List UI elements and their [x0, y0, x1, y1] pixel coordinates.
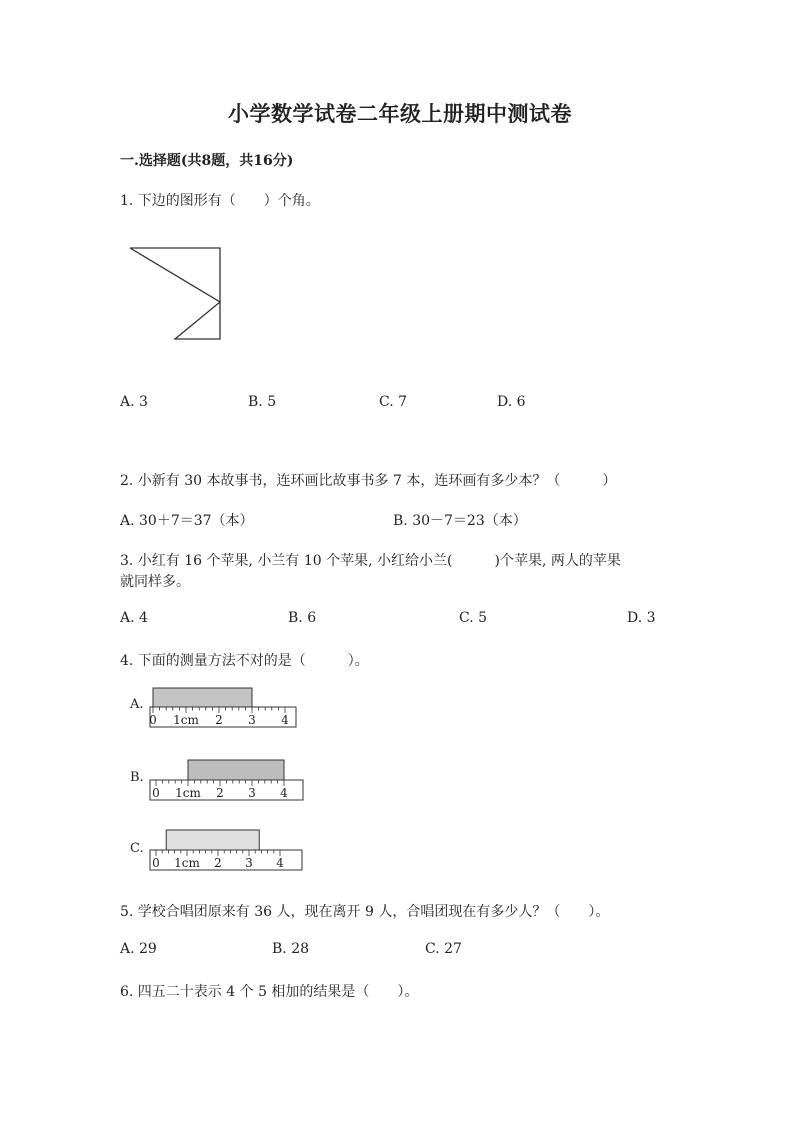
section-heading: 一.选择题(共8题，共16分)	[120, 153, 294, 169]
measured-bar	[153, 688, 252, 707]
ruler-label: 0	[152, 856, 160, 870]
question-1-figure	[125, 243, 225, 345]
ruler-label: 0	[152, 786, 160, 800]
question-4-figure-b[interactable]	[128, 758, 308, 803]
question-6-stem: 6. 四五二十表示 4 个 5 相加的结果是（ ）。	[120, 984, 419, 1000]
figure-option-letter: C.	[130, 841, 144, 856]
ruler-label: 2	[216, 786, 224, 800]
question-3-option-c[interactable]: C. 5	[459, 610, 488, 626]
ruler-label: 0	[149, 713, 157, 727]
question-3-option-d[interactable]: D. 3	[627, 610, 656, 626]
question-4-figure-c[interactable]	[128, 828, 308, 873]
question-2-option-b[interactable]: B. 30－7＝23（本）	[393, 513, 527, 529]
ruler-label: 3	[248, 713, 256, 727]
question-3-stem-line-2: 就同样多。	[120, 574, 190, 590]
question-1-stem: 1. 下边的图形有（ ）个角。	[120, 193, 320, 209]
question-2-option-a[interactable]: A. 30＋7＝37（本）	[120, 513, 254, 529]
ruler-label: 1cm	[174, 856, 200, 870]
question-3-stem-line-1: 3. 小红有 16 个苹果, 小兰有 10 个苹果, 小红给小兰( )个苹果, 两人的苹果	[120, 553, 621, 569]
figure-option-letter: B.	[130, 770, 144, 785]
question-2-stem: 2. 小新有 30 本故事书，连环画比故事书多 7 本，连环画有多少本？（ ）	[120, 473, 617, 489]
question-3-option-b[interactable]: B. 6	[288, 610, 317, 626]
question-3-option-a[interactable]: A. 4	[120, 610, 148, 626]
question-4-figure-a[interactable]	[128, 686, 303, 731]
ruler-label: 3	[248, 786, 256, 800]
question-5-stem: 5. 学校合唱团原来有 36 人，现在离开 9 人，合唱团现在有多少人？（ ）。	[120, 904, 610, 920]
question-1-option-c[interactable]: C. 7	[379, 394, 408, 410]
question-1-option-d[interactable]: D. 6	[497, 394, 526, 410]
ruler-label: 1cm	[175, 786, 201, 800]
ruler-label: 2	[215, 713, 223, 727]
figure-outline	[130, 248, 220, 339]
question-5-option-a[interactable]: A. 29	[120, 941, 157, 957]
figure-option-letter: A.	[130, 697, 144, 712]
measured-bar	[188, 760, 284, 780]
ruler-label: 2	[214, 856, 222, 870]
ruler-label: 4	[280, 786, 288, 800]
measured-bar	[166, 830, 259, 850]
ruler-label: 1cm	[173, 713, 199, 727]
ruler-body	[150, 707, 296, 727]
question-1-option-a[interactable]: A. 3	[120, 394, 148, 410]
ruler-label: 4	[281, 713, 289, 727]
question-5-option-c[interactable]: C. 27	[425, 941, 462, 957]
question-1-option-b[interactable]: B. 5	[248, 394, 277, 410]
page-title: 小学数学试卷二年级上册期中测试卷	[228, 101, 572, 126]
ruler-label: 3	[245, 856, 253, 870]
question-5-option-b[interactable]: B. 28	[272, 941, 310, 957]
ruler-label: 4	[276, 856, 284, 870]
question-4-stem: 4. 下面的测量方法不对的是（ ）。	[120, 653, 369, 669]
